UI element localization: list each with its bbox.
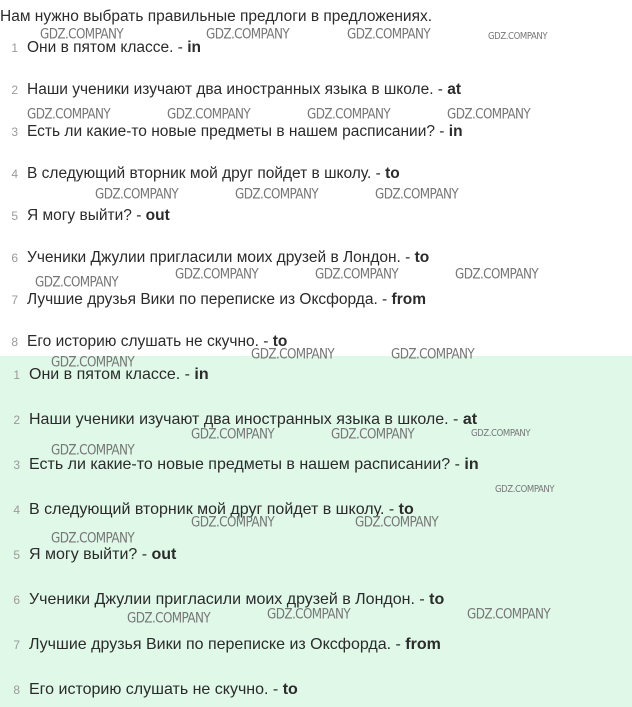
watermark: GDZ.COMPANY — [307, 106, 391, 123]
item-sentence: Его историю слушать не скучно. - to — [29, 681, 298, 698]
item-number: 5 — [11, 209, 18, 223]
watermark: GDZ.COMPANY — [127, 610, 211, 627]
item-sentence: В следующий вторник мой друг пойдет в школу. - to — [27, 165, 400, 182]
item-answer: to — [398, 501, 414, 518]
item-sentence: Наши ученики изучают два иностранных языка в школе. - at — [27, 81, 462, 98]
watermark: GDZ.COMPANY — [391, 346, 475, 363]
item-sentence: Я могу выйти? - out — [29, 546, 177, 563]
watermark: GDZ.COMPANY — [447, 106, 531, 123]
item-answer: in — [194, 366, 209, 383]
item-answer: from — [391, 291, 426, 308]
item-sentence: Лучшие друзья Вики по переписке из Оксфорда. - from — [29, 636, 441, 653]
item-number: 8 — [11, 335, 18, 349]
item-answer: out — [145, 207, 170, 224]
list-item — [4, 121, 463, 143]
watermark: GDZ.COMPANY — [331, 426, 415, 443]
list-item — [4, 79, 461, 101]
watermark: GDZ.COMPANY — [471, 428, 531, 440]
item-sentence: Ученики Джулии пригласили моих друзей в Лондон. - to — [29, 591, 445, 608]
watermark: GDZ.COMPANY — [355, 514, 439, 531]
watermark: GDZ.COMPANY — [167, 106, 251, 123]
item-answer: in — [448, 123, 463, 140]
list-item — [6, 364, 209, 386]
list-item — [6, 409, 477, 431]
item-sentence: Его историю слушать не скучно. - to — [27, 333, 288, 350]
list-item — [4, 331, 287, 353]
item-sentence: Есть ли какие-то новые предметы в нашем расписании? - in — [29, 456, 479, 473]
item-answer: to — [414, 249, 430, 266]
item-sentence: Есть ли какие-то новые предметы в нашем расписании? - in — [27, 123, 463, 140]
list-item — [6, 454, 479, 476]
watermark: GDZ.COMPANY — [35, 274, 119, 291]
item-answer: out — [151, 546, 177, 563]
list-item — [4, 205, 170, 227]
watermark: GDZ.COMPANY — [191, 426, 275, 443]
watermark: GDZ.COMPANY — [467, 606, 551, 623]
list-item — [4, 163, 400, 185]
watermark: GDZ.COMPANY — [315, 266, 399, 283]
item-number: 3 — [11, 125, 18, 139]
item-sentence: В следующий вторник мой друг пойдет в школу. - to — [29, 501, 414, 518]
watermark: GDZ.COMPANY — [51, 354, 135, 371]
item-number: 6 — [13, 593, 20, 607]
list-item — [6, 544, 176, 566]
item-number: 7 — [13, 638, 20, 652]
watermark: GDZ.COMPANY — [175, 266, 259, 283]
list-item — [6, 634, 441, 656]
item-number: 7 — [11, 293, 18, 307]
list-item — [6, 589, 444, 611]
watermark: GDZ.COMPANY — [191, 514, 275, 531]
watermark: GDZ.COMPANY — [95, 186, 179, 203]
item-number: 3 — [13, 458, 20, 472]
item-sentence: Лучшие друзья Вики по переписке из Оксфорда. - from — [27, 291, 426, 308]
watermark: GDZ.COMPANY — [347, 26, 431, 43]
item-answer: in — [187, 39, 202, 56]
item-answer: to — [385, 165, 400, 182]
list-item — [6, 499, 414, 521]
watermark: GDZ.COMPANY — [51, 530, 135, 547]
item-answer: to — [429, 591, 445, 608]
watermark: GDZ.COMPANY — [455, 266, 539, 283]
item-answer: to — [272, 333, 288, 350]
watermark: GDZ.COMPANY — [40, 26, 124, 43]
item-number: 6 — [11, 251, 18, 265]
watermark: GDZ.COMPANY — [495, 484, 555, 496]
watermark: GDZ.COMPANY — [51, 442, 135, 459]
item-number: 4 — [13, 503, 20, 517]
item-answer: from — [405, 636, 441, 653]
answer-section-highlighted — [0, 356, 632, 707]
item-number: 1 — [13, 368, 20, 382]
list-item — [6, 679, 298, 701]
item-number: 5 — [13, 548, 20, 562]
watermark: GDZ.COMPANY — [251, 346, 335, 363]
item-sentence: Наши ученики изучают два иностранных языка в школе. - at — [29, 411, 478, 428]
item-number: 4 — [11, 167, 18, 181]
list-item — [4, 247, 429, 269]
item-answer: at — [462, 411, 478, 428]
item-sentence: Они в пятом классе. - in — [27, 39, 202, 56]
item-answer: in — [464, 456, 479, 473]
item-sentence: Я могу выйти? - out — [27, 207, 170, 224]
item-sentence: Они в пятом классе. - in — [29, 366, 209, 383]
item-number: 2 — [13, 413, 20, 427]
item-number: 1 — [11, 41, 18, 55]
item-number: 2 — [11, 83, 18, 97]
watermark: GDZ.COMPANY — [206, 26, 290, 43]
item-answer: at — [447, 81, 462, 98]
list-item — [4, 37, 201, 59]
watermark: GDZ.COMPANY — [27, 106, 111, 123]
list-item — [4, 289, 426, 311]
watermark: GDZ.COMPANY — [267, 606, 351, 623]
watermark: GDZ.COMPANY — [375, 186, 459, 203]
task-title: Нам нужно выбрать правильные предлоги в предложениях. — [0, 8, 433, 25]
item-answer: to — [282, 681, 298, 698]
item-sentence: Ученики Джулии пригласили моих друзей в Лондон. - to — [27, 249, 430, 266]
watermark: GDZ.COMPANY — [235, 186, 319, 203]
item-number: 8 — [13, 683, 20, 697]
watermark: GDZ.COMPANY — [488, 31, 548, 43]
